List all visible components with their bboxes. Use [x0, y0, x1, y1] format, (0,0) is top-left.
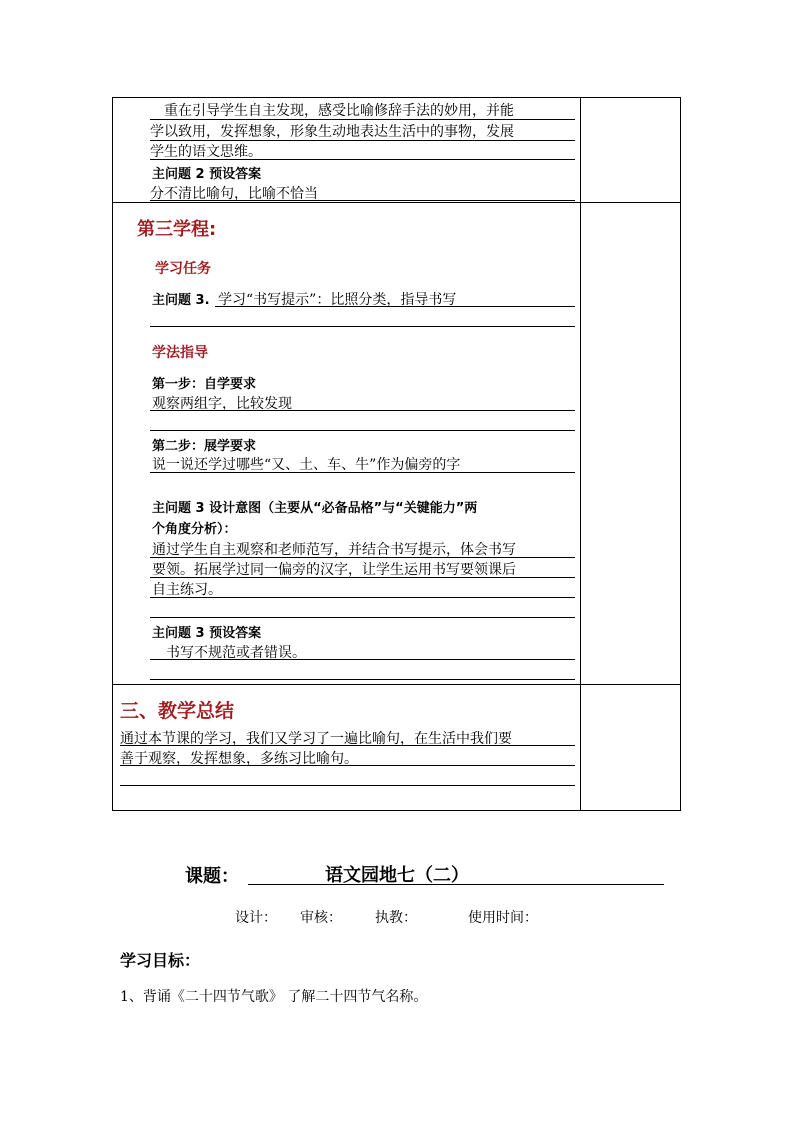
q3-intent-line-2: 要领。拓展学过同一偏旁的汉字，让学生运用书写要领课后 [152, 562, 516, 578]
third-stage-heading: 第三学程: [137, 219, 217, 240]
intent-line-3: 学生的语文思维。 [150, 144, 262, 160]
method-label: 学法指导 [152, 345, 208, 361]
meta-review: 审核： [300, 910, 342, 926]
summary-heading: 三、教学总结 [120, 700, 235, 722]
q3-answer-label: 主问题 3 预设答案 [152, 626, 262, 641]
summary-line-2: 善于观察，发挥想象，多练习比喻句。 [120, 751, 358, 767]
meta-time: 使用时间： [468, 910, 538, 926]
q3-intent-label-1: 主问题 3 设计意图（主要从“必备品格”与“关键能力”两 [152, 501, 478, 516]
q3-answer: 书写不规范或者错误。 [152, 645, 306, 661]
intent-line-1: 重在引导学生自主发现，感受比喻修辞手法的妙用，并能 [150, 103, 514, 119]
q3-intent-line-3: 自主练习。 [152, 582, 222, 598]
task-label: 学习任务 [155, 261, 211, 277]
meta-teach: 执教： [375, 910, 417, 926]
summary-line-1: 通过本节课的学习，我们又学习了一遍比喻句，在生活中我们要 [120, 731, 512, 747]
step2-text: 说一说还学过哪些“又、土、车、牛”作为偏旁的字 [152, 457, 461, 473]
intent-line-2: 学以致用，发挥想象，形象生动地表达生活中的事物，发展 [150, 124, 514, 140]
goals-label: 学习目标： [120, 951, 201, 970]
step1-label: 第一步：自学要求 [152, 377, 257, 392]
lesson-title-label: 课题： [185, 866, 239, 887]
q3-intent-line-1: 通过学生自主观察和老师范写，并结合书写提示，体会书写 [152, 542, 516, 558]
step2-label: 第二步：展学要求 [152, 439, 257, 454]
lesson-title: 语文园地七（二） [325, 865, 469, 886]
meta-design: 设计： [235, 910, 277, 926]
q3-label: 主问题 3. [152, 293, 210, 308]
goal-1: 1、背诵《二十四节气歌》 了解二十四节气名称。 [120, 989, 428, 1005]
q2-answer: 分不清比喻句，比喻不恰当 [150, 186, 318, 202]
step1-text: 观察两组字，比较发现 [152, 396, 292, 412]
q3-text: 学习“书写提示”：比照分类，指导书写 [218, 292, 457, 308]
q2-answer-label: 主问题 2 预设答案 [152, 167, 262, 182]
q3-intent-label-2: 个角度分析）： [152, 522, 237, 537]
